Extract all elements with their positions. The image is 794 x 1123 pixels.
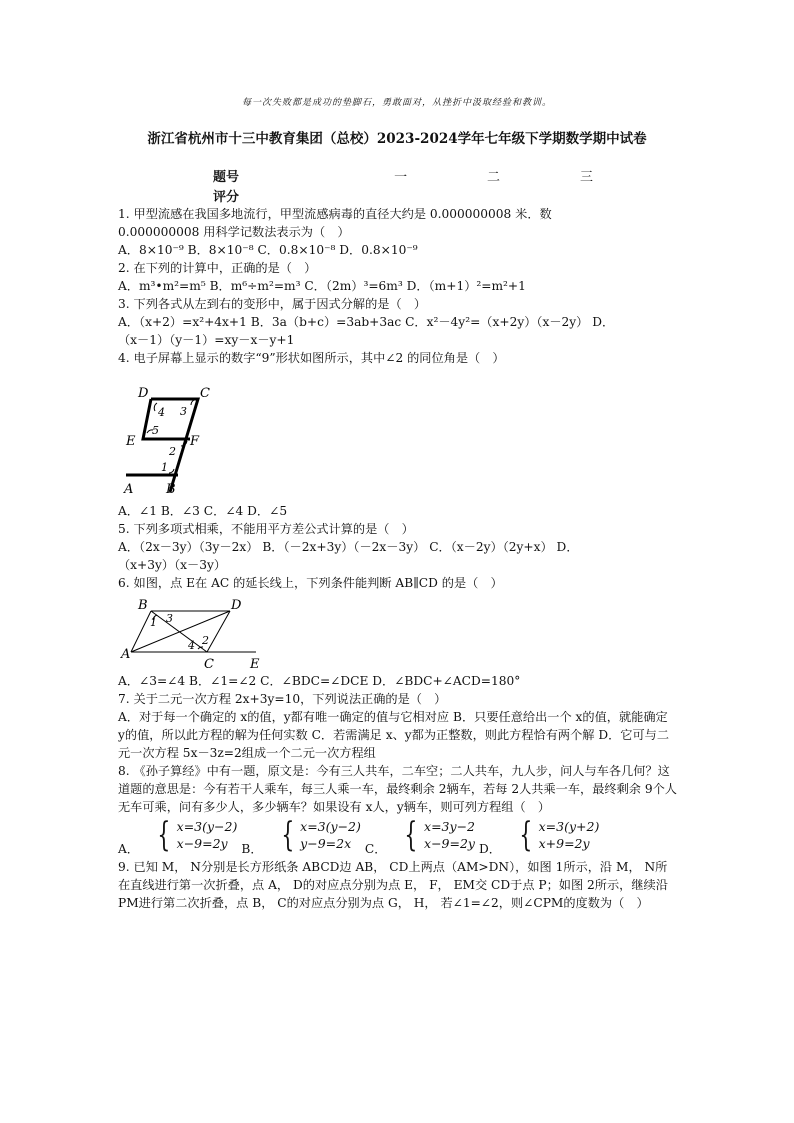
option-label-c: C． — [364, 842, 387, 856]
question-3-options-1: A．（x+2）=x²+4x+1 B．3a（b+c）=3ab+3ac C．x²－4y²=（x+2y）（x－2y） D． — [118, 315, 615, 329]
score-col-1: 一 — [394, 169, 408, 185]
question-6-stem: 6. 如图，点 E在 AC 的延长线上，下列条件能判断 AB∥CD 的是（ ） — [118, 576, 503, 590]
equation-system-d — [515, 815, 600, 855]
question-5-options-2: （x+3y）（x－3y） — [118, 558, 227, 572]
score-col-2: 二 — [487, 169, 501, 185]
question-8-stem: 8. 《孙子算经》中有一题，原文是：今有三人共车，二车空；二人共车，九人步，问人与车各几何？这道题的意思是：今有若干人乘车，每三人乘一车，最终剩余 2辆车，若每 2人共乘一车，最终剩余 9个人无车可乘，问有多少人，多少辆车？如果设有 x人，y辆车，则可列方程组（ ） — [118, 764, 677, 814]
fig4-label-D: D — [138, 386, 149, 401]
question-1-options: A．8×10⁻⁹ B．8×10⁻⁸ C．0.8×10⁻⁸ D．0.8×10⁻⁹ — [118, 243, 418, 257]
fig4-angle-3: 3 — [180, 405, 187, 418]
equation: x=3(y+2) — [538, 819, 600, 834]
question-2-stem: 2. 在下列的计算中，正确的是（ ） — [118, 261, 317, 275]
question-2-options: A．m³•m²=m⁵ B．m⁶÷m²=m³ C．（2m）³=6m³ D．（m+1）²=m²+1 — [118, 279, 526, 293]
question-6-options: A．∠3=∠4 B．∠1=∠2 C．∠BDC=∠DCE D．∠BDC+∠ACD=180° — [118, 674, 521, 688]
fig6-angle-1: 1 — [150, 616, 157, 629]
equation-system-c — [400, 815, 475, 855]
fig6-angle-2: 2 — [202, 634, 209, 647]
score-row-label: 评分 — [213, 189, 240, 205]
equation: x−9=2y — [424, 836, 475, 851]
fig6-label-C: C — [204, 657, 214, 672]
question-9-stem: 9. 已知 M， N分别是长方形纸条 ABCD边 AB， CD上两点（AM>DN），如图 1所示，沿 M， N所在直线进行第一次折叠，点 A， D的对应点分别为点 E， F， EM交 CD于点 P；如图 2所示，继续沿 PM进行第二次折叠，点 B， C的对应点分别为点 G， H， 若∠1=∠2，则∠CPM的度数为（ ） — [118, 860, 668, 910]
fig4-angle-1: 1 — [161, 461, 168, 474]
fig4-label-B: B — [166, 482, 176, 497]
fig4-label-E: E — [126, 434, 136, 449]
equation: x=3y−2 — [424, 819, 475, 834]
fig6-label-D: D — [231, 598, 242, 613]
question-5-options-1: A．（2x－3y）（3y－2x） B．（－2x+3y）（－2x－3y） C．（x－2y）（2y+x） D． — [118, 540, 579, 554]
equation: x=3(y−2) — [300, 819, 361, 834]
question-4-stem: 4. 电子屏幕上显示的数字“9”形状如图所示，其中∠2 的同位角是（ ） — [118, 351, 505, 365]
fig4-angle-2: 2 — [169, 445, 176, 458]
fig6-angle-3: 3 — [166, 612, 173, 625]
score-row-label: 题号 — [213, 169, 240, 185]
equation-system-b — [277, 815, 361, 855]
question-1-line2: 0.000000008 用科学记数法表示为（ ） — [118, 225, 350, 239]
score-col-3: 三 — [580, 169, 594, 185]
figure-parallel-lines — [118, 592, 278, 672]
fig4-label-C: C — [200, 386, 210, 401]
score-table — [213, 165, 633, 205]
fig6-label-B: B — [138, 598, 148, 613]
question-1-line1: 1. 甲型流感在我国多地流行，甲型流感病毒的直径大约是 0.000000008 米．数 — [118, 207, 552, 221]
exam-content — [118, 205, 678, 912]
motto: 每一次失败都是成功的垫脚石，勇敢面对，从挫折中汲取经验和教训。 — [241, 98, 552, 108]
equation: y−9=2x — [300, 836, 352, 851]
option-label-b: B． — [241, 842, 263, 856]
question-3-options-2: （x－1）（y－1）=xy－x－y+1 — [118, 333, 295, 347]
question-5-stem: 5. 下列多项式相乘，不能用平方差公式计算的是（ ） — [118, 522, 414, 536]
question-4-options: A．∠1 B．∠3 C．∠4 D．∠5 — [118, 504, 288, 518]
brace-symbol: { — [519, 815, 533, 855]
fig6-label-A: A — [121, 647, 131, 662]
score-row-grade — [213, 185, 633, 205]
fig4-label-A: A — [124, 482, 134, 497]
question-3-stem: 3. 下列各式从左到右的变形中，属于因式分解的是（ ） — [118, 297, 427, 311]
brace-symbol: { — [280, 815, 294, 855]
equation: x+9=2y — [538, 836, 590, 851]
score-row-number — [213, 165, 633, 185]
fig4-angle-4: 4 — [158, 406, 165, 419]
equation-system-a — [153, 815, 238, 855]
question-7-options: A．对于每一个确定的 x的值，y都有唯一确定的值与它相对应 B．只要任意给出一个 x的值，就能确定 y的值，所以此方程的解为任何实数 C．若需满足 x、y都为正整数，则此方程恰有两个解 D．它可与二元一次方程 5x－3z=2组成一个二元一次方程组 — [118, 710, 670, 760]
equation: x−9=2y — [176, 836, 228, 851]
fig6-angle-4: 4 — [188, 639, 195, 652]
brace-symbol: { — [157, 815, 171, 855]
equation: x=3(y−2) — [176, 819, 238, 834]
question-8-options — [118, 815, 678, 858]
option-label-d: D． — [479, 842, 501, 856]
fig4-label-F: F — [190, 434, 200, 449]
brace-symbol: { — [404, 815, 418, 855]
option-label-a: A． — [118, 842, 139, 856]
figure-digit-nine — [118, 367, 248, 502]
fig6-label-E: E — [250, 657, 260, 672]
page-title: 浙江省杭州市十三中教育集团（总校）2023-2024学年七年级下学期数学期中试卷 — [147, 131, 647, 147]
fig4-angle-5: 5 — [152, 424, 159, 437]
question-7-stem: 7. 关于二元一次方程 2x+3y=10，下列说法正确的是（ ） — [118, 692, 447, 706]
